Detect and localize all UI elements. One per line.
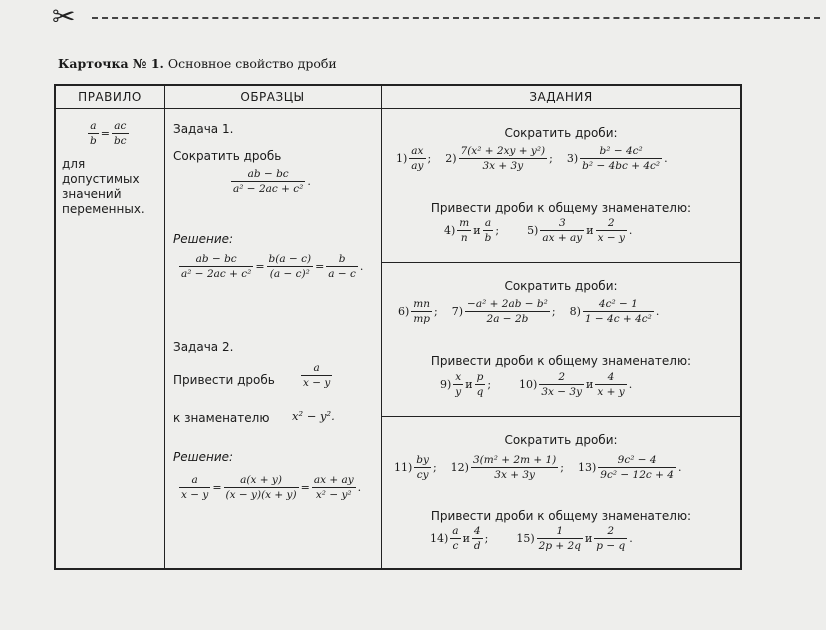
task-number: 15) bbox=[516, 532, 535, 545]
sol2-b-num: a(x + y) bbox=[224, 474, 299, 488]
frac-num: 9c² − 4 bbox=[598, 454, 676, 468]
block2-reduce-label: Сократить дроби: bbox=[504, 279, 618, 293]
task-number: 2) bbox=[445, 152, 457, 165]
frac-den: 1 − 4c + 4c² bbox=[584, 313, 652, 325]
cut-line bbox=[0, 0, 826, 34]
frac-num: p bbox=[476, 371, 484, 383]
sol2-a-num: a bbox=[179, 474, 210, 488]
sol1-a-den: a² − 2ac + c² bbox=[181, 268, 252, 280]
frac-den: 3x + 3y bbox=[494, 469, 535, 481]
frac-den: 3x − 3y bbox=[541, 386, 583, 398]
rule-rhs-den: bc bbox=[113, 135, 127, 147]
and-word: и bbox=[586, 378, 594, 391]
row-divider bbox=[381, 262, 740, 263]
solution1-label: Решение: bbox=[173, 232, 234, 246]
frac-den: 2p + 2q bbox=[538, 540, 581, 552]
sol1-a-num: ab − bc bbox=[179, 253, 253, 267]
col-divider bbox=[381, 86, 382, 568]
frac-num: a bbox=[483, 217, 494, 231]
frac-num: m bbox=[459, 217, 470, 229]
frac-num: 3(m² + 2m + 1) bbox=[472, 454, 557, 466]
block1-common-label: Привести дроби к общему знаменателю: bbox=[430, 201, 692, 215]
card-title bbox=[58, 56, 337, 71]
frac-num: x bbox=[453, 371, 463, 385]
task-number: 9) bbox=[440, 378, 452, 391]
rule-note: допустимых bbox=[62, 172, 140, 186]
and-word: и bbox=[473, 224, 481, 237]
card-subtitle: Основное свойство дроби bbox=[167, 56, 337, 71]
frac-num: mn bbox=[413, 298, 431, 310]
rule-lhs-den: b bbox=[90, 135, 97, 147]
block1-reduce-label: Сократить дроби: bbox=[504, 126, 618, 140]
frac-den: q bbox=[476, 386, 484, 398]
frac-num: 4c² − 1 bbox=[583, 298, 654, 312]
rule-rhs-num: ac bbox=[112, 120, 129, 134]
frac-num: 2 bbox=[594, 525, 627, 539]
task2-title: Задача 2. bbox=[173, 340, 234, 354]
frac-den: ax + ay bbox=[542, 232, 583, 244]
task-number: 14) bbox=[430, 532, 449, 545]
block1-reduce-row: 1) $\frac{ax}{ay}$ ; 2) $\frac{\text{7(x² + 2xy + y²)}}{3x + 3y}$ ; 3) $\frac{\text{b² − 4c²}}{\text{b² − 4bc + 4c²}}$ . bbox=[396, 145, 668, 172]
solution1-formula: $\frac{ab - bc}{\text{a² − 2ac + c²}}$ = $\frac{b(a - c)}{\text{(a − c)²}}$ = $\frac{b}{a - c}$ . bbox=[181, 253, 364, 280]
col-divider bbox=[164, 86, 165, 568]
sol1-c-num: b bbox=[326, 253, 358, 267]
and-word: и bbox=[462, 532, 470, 545]
block3-reduce-label: Сократить дроби: bbox=[504, 433, 618, 447]
sol1-b-den: (a − c)² bbox=[269, 268, 310, 280]
block3-reduce-row: 11) $\frac{by}{cy}$ ; 12) $\frac{\text{3(m² + 2m + 1)}}{3x + 3y}$ ; 13) $\frac{\text{9c² − 4}}{\text{9c² − 12c + 4}}$ . bbox=[394, 454, 682, 481]
block3-common-label: Привести дроби к общему знаменателю: bbox=[430, 509, 692, 523]
rule-lhs-num: a bbox=[88, 120, 99, 134]
frac-den: n bbox=[460, 232, 468, 244]
task2-frac-num: a bbox=[301, 362, 332, 376]
task-number: 10) bbox=[519, 378, 538, 391]
frac-den: cy bbox=[416, 469, 429, 481]
and-word: и bbox=[584, 532, 593, 545]
header-rule: ПРАВИЛО bbox=[78, 90, 142, 104]
sol2-b-den: (x − y)(x + y) bbox=[225, 489, 297, 501]
rule-formula bbox=[86, 120, 131, 147]
task2-frac-den: x − y bbox=[303, 377, 331, 389]
frac-num: by bbox=[416, 454, 429, 466]
task2-text2: к знаменателю bbox=[173, 411, 270, 425]
frac-den: y bbox=[455, 386, 462, 398]
header-divider bbox=[56, 108, 740, 109]
frac-den: b bbox=[484, 232, 492, 244]
task-number: 8) bbox=[569, 305, 581, 318]
frac-num: 2 bbox=[539, 371, 584, 385]
task-number: 7) bbox=[451, 305, 464, 318]
block2-common-label: Привести дроби к общему знаменателю: bbox=[430, 354, 692, 368]
sol1-c-den: a − c bbox=[328, 268, 356, 280]
frac-num: a bbox=[452, 525, 459, 537]
dashed-cut-line bbox=[92, 17, 820, 19]
task1-frac-den: a² − 2ac + c² bbox=[233, 183, 304, 195]
card-label: Карточка № 1. bbox=[58, 56, 164, 71]
frac-num: b² − 4c² bbox=[580, 145, 662, 159]
task1-fraction: $\frac{ab - bc}{\text{a² − 2ac + c²}}$ . bbox=[233, 168, 311, 195]
rule-note: переменных. bbox=[62, 202, 145, 216]
sol1-b-num: b(a − c) bbox=[268, 253, 312, 265]
task-number: 3) bbox=[566, 152, 579, 165]
row-divider bbox=[381, 416, 740, 417]
frac-den: mp bbox=[413, 313, 430, 325]
task2-fraction bbox=[299, 362, 334, 389]
sol2-a-den: x − y bbox=[181, 489, 209, 501]
frac-num: ax bbox=[409, 145, 425, 159]
rule-note: для bbox=[62, 157, 86, 171]
frac-den: x − y bbox=[597, 232, 625, 244]
task-number: 4) bbox=[444, 224, 456, 237]
frac-num: 1 bbox=[537, 525, 583, 539]
task-number: 5) bbox=[527, 224, 539, 237]
frac-den: ay bbox=[411, 160, 424, 172]
frac-num: −a² + 2ab − b² bbox=[467, 298, 548, 310]
block3-common-row: 14) $\frac{a}{c}$ и $\frac{4}{d}$ ; 15) $\frac{1}{2p + 2q}$ и $\frac{2}{p - q}$ . bbox=[430, 525, 633, 552]
frac-den: 9c² − 12c + 4 bbox=[600, 469, 674, 481]
task1-frac-num: ab − bc bbox=[231, 168, 305, 182]
frac-num: 4 bbox=[472, 525, 483, 539]
frac-num: 7(x² + 2xy + y²) bbox=[460, 145, 546, 157]
frac-num: 4 bbox=[595, 371, 626, 385]
task-number: 11) bbox=[394, 461, 413, 474]
frac-den: p − q bbox=[596, 540, 626, 552]
scissors-icon: ✂ bbox=[52, 0, 76, 33]
task1-title: Задача 1. bbox=[173, 122, 234, 136]
solution2-label: Решение: bbox=[173, 450, 234, 464]
frac-num: 3 bbox=[540, 217, 584, 231]
header-examples: ОБРАЗЦЫ bbox=[240, 90, 305, 104]
frac-den: b² − 4bc + 4c² bbox=[582, 160, 661, 172]
task-number: 12) bbox=[450, 461, 469, 474]
block2-reduce-row: 6) $\frac{mn}{mp}$ ; 7) $\frac{\text{−a² + 2ab − b²}}{2a - 2b}$ ; 8) $\frac{\text{4c² − 1}}{\text{1 − 4c + 4c²}}$ . bbox=[398, 298, 660, 325]
solution2-formula: $\frac{a}{x - y}$ = $\frac{a(x + y)}{(x - y)(x + y)}$ = $\frac{ax + ay}{\text{x² − y²}}$ . bbox=[181, 474, 362, 501]
header-tasks: ЗАДАНИЯ bbox=[529, 90, 593, 104]
block2-common-row: 9) $\frac{x}{y}$ и $\frac{p}{q}$ ; 10) $\frac{2}{3x - 3y}$ и $\frac{4}{x + y}$ . bbox=[440, 371, 633, 398]
block1-common-row: 4) $\frac{m}{n}$ и $\frac{a}{b}$ ; 5) $\frac{3}{ax + ay}$ и $\frac{2}{x - y}$ . bbox=[444, 217, 633, 244]
frac-num: 2 bbox=[596, 217, 627, 231]
frac-den: c bbox=[452, 540, 459, 552]
task-number: 1) bbox=[396, 152, 408, 165]
frac-den: d bbox=[473, 540, 481, 552]
rule-note: значений bbox=[62, 187, 122, 201]
sol2-c-den: x² − y² bbox=[315, 489, 352, 501]
task-number: 13) bbox=[578, 461, 597, 474]
task2-target: x² − y². bbox=[292, 409, 335, 423]
frac-den: 3x + 3y bbox=[482, 160, 524, 172]
rule-eq: = bbox=[100, 127, 110, 140]
task1-text: Сократить дробь bbox=[173, 149, 282, 163]
frac-den: 2a − 2b bbox=[486, 313, 529, 325]
task2-text: Привести дробь bbox=[173, 373, 275, 387]
and-word: и bbox=[465, 378, 473, 391]
sol2-c-num: ax + ay bbox=[313, 474, 354, 486]
card-table bbox=[54, 84, 742, 570]
task-number: 6) bbox=[398, 305, 410, 318]
and-word: и bbox=[586, 224, 594, 237]
frac-den: x + y bbox=[597, 386, 625, 398]
